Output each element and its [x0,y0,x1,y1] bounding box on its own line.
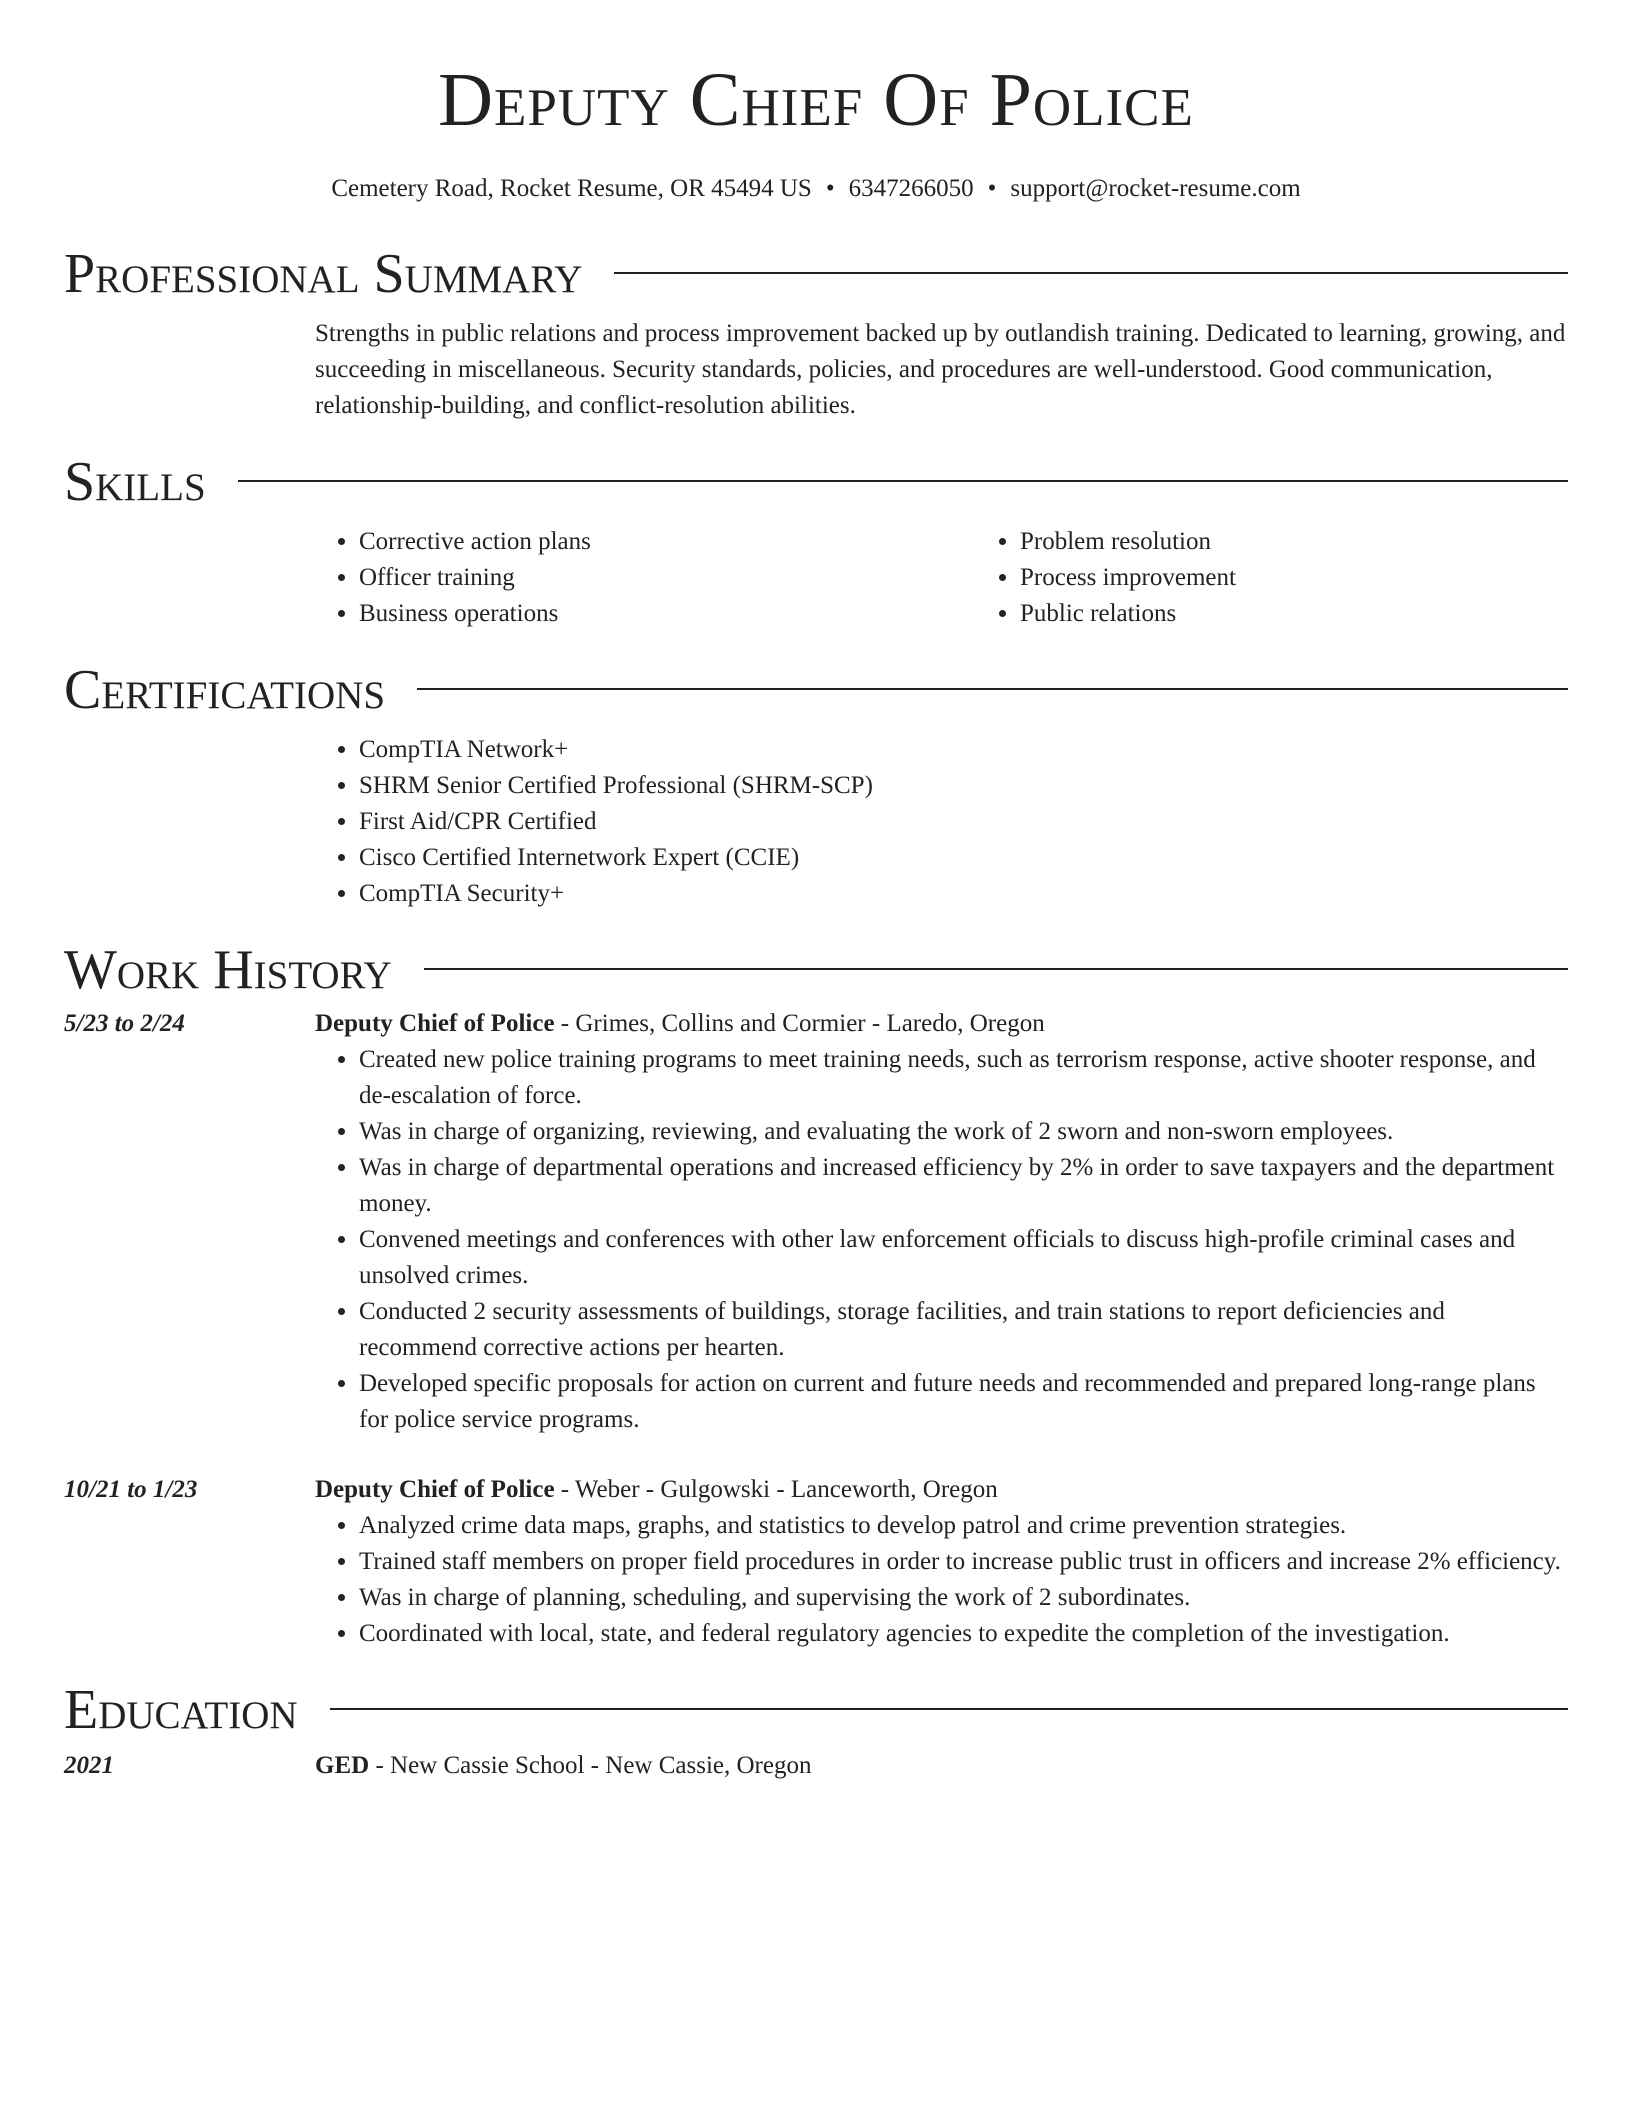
job-employer: - Weber - Gulgowski - Lanceworth, Oregon [554,1476,998,1503]
certifications-row [64,732,1568,912]
job-role: Deputy Chief of Police [315,1010,555,1037]
summary-row [64,316,1568,424]
section-divider [614,272,1568,274]
skills-row [64,524,1568,632]
job-bullet-list [315,1508,1568,1652]
summary-section-title: Professional Summary [64,243,583,305]
certification-item: • SHRM Senior Certified Professional (SHRM-SCP) [359,768,1568,804]
certifications-list [315,732,1568,912]
contact-separator: • [825,175,835,202]
skills-list-right [976,524,1632,632]
education-school: - New Cassie School - New Cassie, Oregon [369,1752,812,1779]
summary-text: Strengths in public relations and process improvement backed up by outlandish training. Dedicated to learning, growing, and succeeding in miscellaneous. Security standards, policies, and procedures are well-understood. Good communication, relationship-building, and conflict-resolution abilities. [315,320,1566,419]
work-section-header [64,938,1568,1002]
job-bullet: • Was in charge of departmental operations and increased efficiency by 2% in order to save taxpayers and the department money. [359,1150,1568,1222]
skills-section-title: Skills [64,451,206,513]
contact-line [64,176,1568,204]
job-bullet: • Trained staff members on proper field procedures in order to increase public trust in officers and increase 2% efficiency. [359,1544,1568,1580]
job-bullet: • Created new police training programs to meet training needs, such as terrorism response, active shooter response, and de-escalation of force. [359,1042,1568,1114]
job-bullet: • Was in charge of organizing, reviewing, and evaluating the work of 2 sworn and non-sworn employees. [359,1114,1568,1150]
skill-item: • Corrective action plans [359,524,976,560]
section-divider [238,480,1568,482]
job-bullet: • Developed specific proposals for action on current and future needs and recommended and prepared long-range plans for police service programs. [359,1366,1568,1438]
education-year: 2021 [64,1752,114,1779]
contact-address: Cemetery Road, Rocket Resume, OR 45494 US [331,175,812,202]
job-role: Deputy Chief of Police [315,1476,555,1503]
contact-phone: 6347266050 [848,175,974,202]
contact-email: support@rocket-resume.com [1010,175,1301,202]
certifications-section-header [64,658,1568,722]
skill-item: • Problem resolution [1020,524,1632,560]
work-section-title: Work History [64,939,392,1001]
resume-page [64,0,1568,1784]
education-section-title: Education [64,1679,298,1741]
certification-item: • First Aid/CPR Certified [359,804,1568,840]
job-bullet: • Was in charge of planning, scheduling, and supervising the work of 2 subordinates. [359,1580,1568,1616]
certification-item: • CompTIA Security+ [359,876,1568,912]
education-heading [315,1748,1568,1784]
certification-item: • Cisco Certified Internetwork Expert (CCIE) [359,840,1568,876]
section-divider [330,1708,1568,1710]
section-divider [424,968,1568,970]
education-entry [64,1748,1568,1784]
education-degree: GED [315,1752,370,1779]
job-dates: 10/21 to 1/23 [64,1476,198,1503]
skills-list-left [315,524,976,632]
skills-section-header [64,450,1568,514]
section-divider [417,688,1568,690]
contact-separator: • [987,175,997,202]
job-heading [315,1472,1568,1508]
job-heading [315,1006,1568,1042]
job-employer: - Grimes, Collins and Cormier - Laredo, Oregon [554,1010,1045,1037]
job-bullet: • Analyzed crime data maps, graphs, and statistics to develop patrol and crime prevention strategies. [359,1508,1568,1544]
certifications-section-title: Certifications [64,659,386,721]
job-bullet: • Conducted 2 security assessments of buildings, storage facilities, and train stations to report deficiencies and recommend corrective actions per hearten. [359,1294,1568,1366]
skill-item: • Public relations [1020,596,1632,632]
candidate-name: Deputy Chief Of Police [438,58,1194,142]
skill-item: • Process improvement [1020,560,1632,596]
certification-item: • CompTIA Network+ [359,732,1568,768]
skill-item: • Officer training [359,560,976,596]
job-bullet-list [315,1042,1568,1438]
job-entry [64,1472,1568,1652]
job-dates: 5/23 to 2/24 [64,1010,185,1037]
education-section-header [64,1678,1568,1742]
skill-item: • Business operations [359,596,976,632]
summary-section-header [64,242,1568,306]
job-bullet: • Coordinated with local, state, and federal regulatory agencies to expedite the completion of the investigation. [359,1616,1568,1652]
job-entry [64,1006,1568,1438]
job-bullet: • Convened meetings and conferences with other law enforcement officials to discuss high-profile criminal cases and unsolved crimes. [359,1222,1568,1294]
